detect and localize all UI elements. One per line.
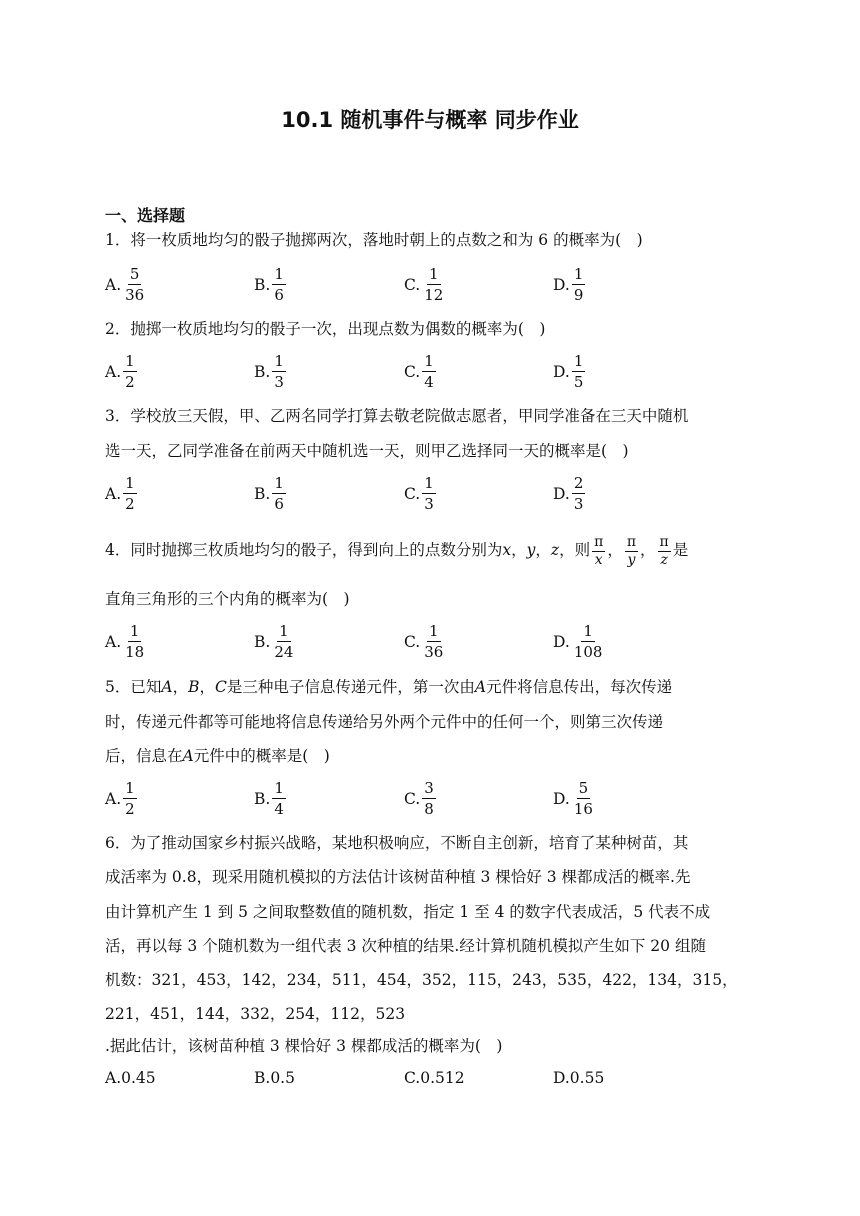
option-d: D. $\frac{5}{16}$ <box>553 779 593 818</box>
option-c: C.0.512 <box>404 1069 465 1087</box>
option-d: D. $\frac{1}{5}$ <box>553 352 584 391</box>
question-5-line-3: 后，信息在A元件中的概率是( ) <box>105 747 330 765</box>
option-d: D. $\frac{2}{3}$ <box>553 474 584 513</box>
question-4-line-2: 直角三角形的三个内角的概率为( ) <box>105 590 350 608</box>
option-b: B. $\frac{1}{3}$ <box>254 352 284 391</box>
question-6-line-2: 成活率为 0.8，现采用随机模拟的方法估计该树苗种植 3 棵恰好 3 棵都成活的概率.先 <box>105 868 691 886</box>
question-6-line-5: 机数：321，453，142，234，511，454，352，115，243，535，422，134，315， <box>105 971 738 989</box>
question-2-text: 2．抛掷一枚质地均匀的骰子一次，出现点数为偶数的概率为( ) <box>105 320 546 338</box>
question-3-line-1: 3．学校放三天假，甲、乙两名同学打算去敬老院做志愿者，甲同学准备在三天中随机 <box>105 407 689 425</box>
question-5-line-2: 时，传递元件都等可能地将信息传递给另外两个元件中的任何一个，则第三次传递 <box>105 713 664 731</box>
question-6-line-3: 由计算机产生 1 到 5 之间取整数值的随机数，指定 1 至 4 的数字代表成活，5 代表不成 <box>105 903 711 921</box>
option-b: B. $\frac{1}{6}$ <box>254 474 284 513</box>
option-b: B. $\frac{1}{6}$ <box>254 265 284 304</box>
section-heading: 一、选择题 <box>105 206 186 225</box>
option-b: B. $\frac{1}{24}$ <box>254 622 294 661</box>
question-2-options <box>105 352 745 394</box>
option-c: C. $\frac{1}{12}$ <box>404 265 444 304</box>
option-d: D. $\frac{1}{108}$ <box>553 622 603 661</box>
option-b: B.0.5 <box>254 1069 295 1087</box>
option-c: C. $\frac{1}{3}$ <box>404 474 434 513</box>
option-a: A. $\frac{1}{18}$ <box>105 622 145 661</box>
question-1-options <box>105 265 745 307</box>
question-6-line-7: .据此估计，该树苗种植 3 棵恰好 3 棵都成活的概率为( ) <box>105 1037 503 1055</box>
option-d: D. $\frac{1}{9}$ <box>553 265 584 304</box>
option-c: C. $\frac{1}{36}$ <box>404 622 444 661</box>
page-title: 10.1 随机事件与概率 同步作业 <box>281 108 579 132</box>
question-5-options <box>105 779 745 821</box>
question-5-line-1: 5．已知A，B，C是三种电子信息传递元件，第一次由A元件将信息传出，每次传递 <box>105 678 673 696</box>
question-6-line-1: 6．为了推动国家乡村振兴战略，某地积极响应，不断自主创新，培育了某种树苗，其 <box>105 834 689 852</box>
option-a: A. $\frac{1}{2}$ <box>105 779 135 818</box>
question-1-text: 1．将一枚质地均匀的骰子抛掷两次，落地时朝上的点数之和为 6 的概率为( ) <box>105 231 643 249</box>
question-4-options <box>105 622 745 664</box>
question-6-line-4: 活，再以每 3 个随机数为一组代表 3 次种植的结果.经计算机随机模拟产生如下 20 组随 <box>105 937 706 955</box>
question-3-line-2: 选一天，乙同学准备在前两天中随机选一天，则甲乙选择同一天的概率是( ) <box>105 442 629 460</box>
question-6-line-6: 221，451，144，332，254，112，523 <box>105 1005 406 1023</box>
question-4-line-1: 4．同时抛掷三枚质地均匀的骰子，得到向上的点数分别为x，y，z，则 $\frac{\pi}{x}$ ， $\frac{\pi}{y}$ ， $\frac{\pi}{z}$ 是 <box>105 533 689 568</box>
question-3-options <box>105 474 745 516</box>
option-b: B. $\frac{1}{4}$ <box>254 779 284 818</box>
option-c: C. $\frac{1}{4}$ <box>404 352 434 391</box>
option-a: A. $\frac{1}{2}$ <box>105 352 135 391</box>
option-a: A.0.45 <box>105 1069 156 1087</box>
option-a: A. $\frac{1}{2}$ <box>105 474 135 513</box>
option-a: A. $\frac{5}{36}$ <box>105 265 145 304</box>
option-d: D.0.55 <box>553 1069 605 1087</box>
option-c: C. $\frac{3}{8}$ <box>404 779 434 818</box>
